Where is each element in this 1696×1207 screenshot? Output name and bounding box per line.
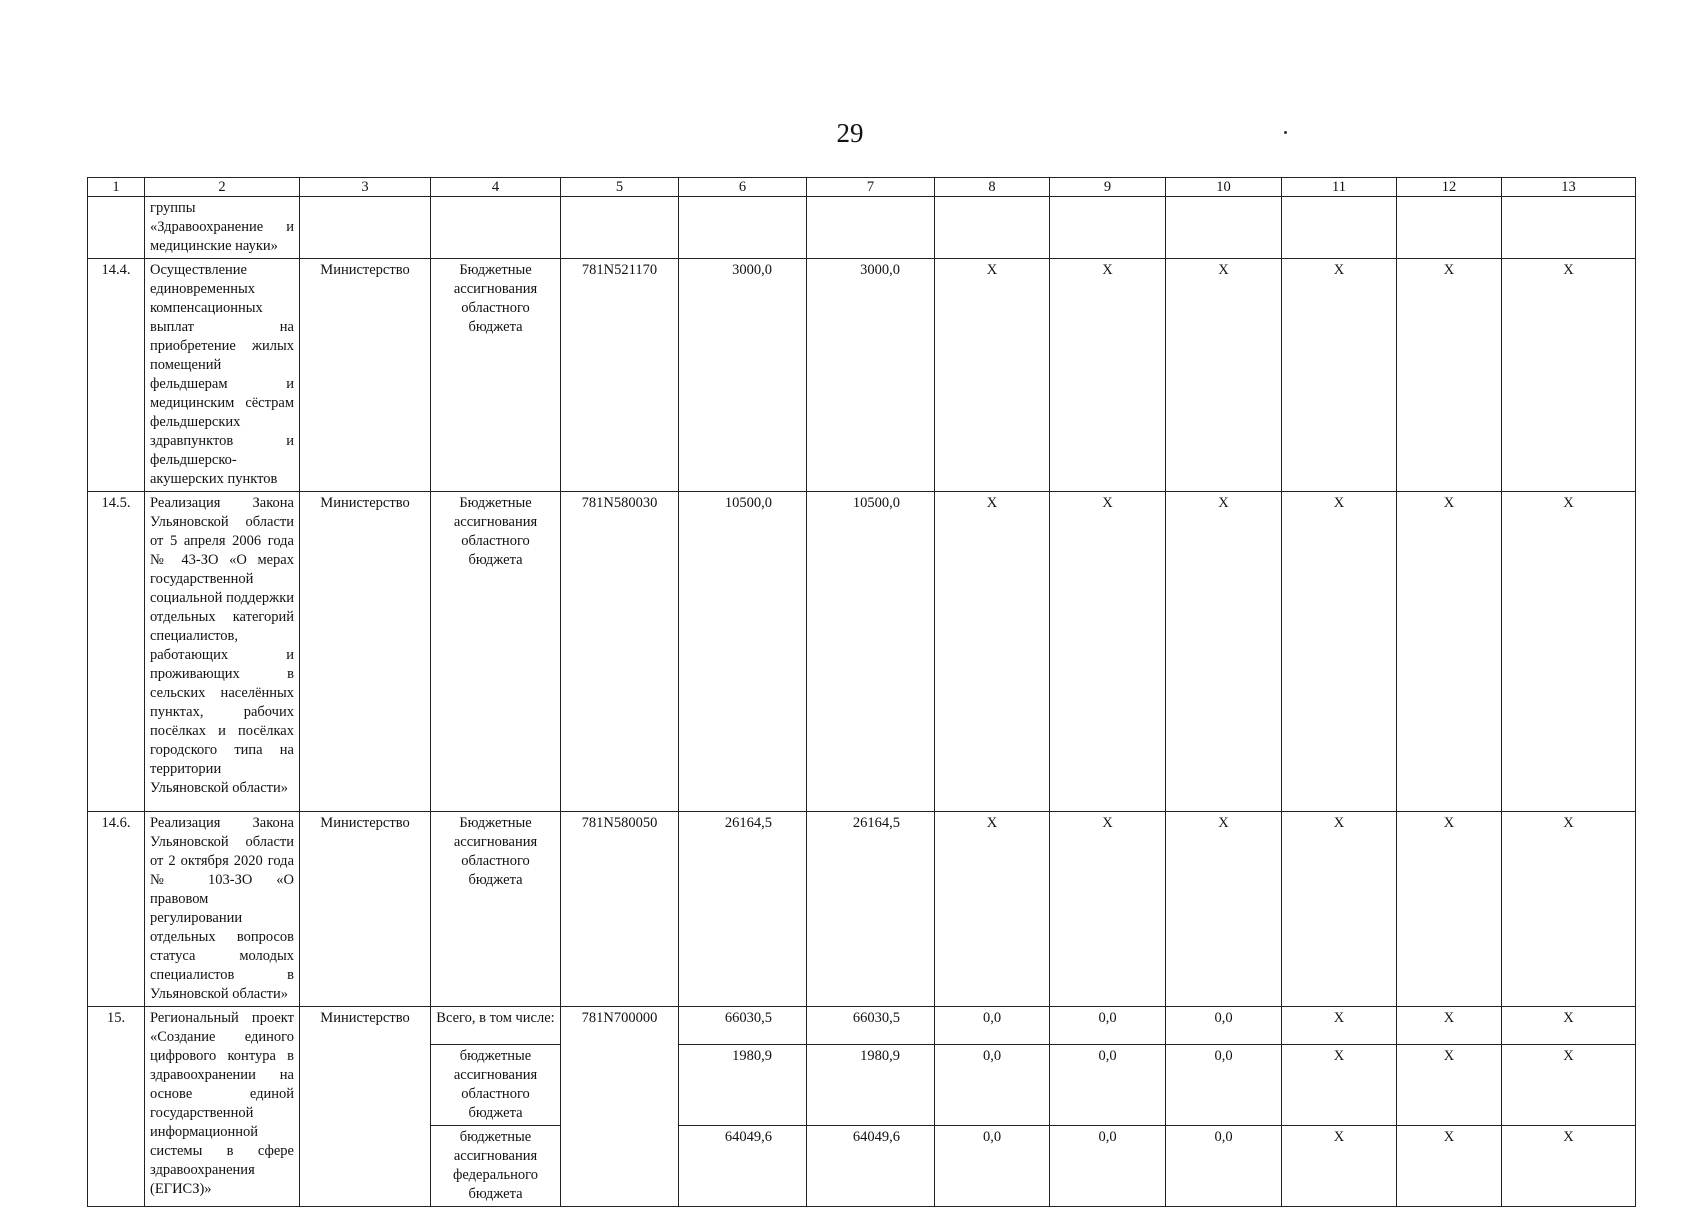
row-value-12: X [1397,1045,1502,1126]
row-value-13: X [1502,1007,1636,1045]
row-code: 781N700000 [561,1007,679,1207]
row-value-7: 10500,0 [807,492,935,812]
row-executor: Министерство [300,259,431,492]
row-value-11: X [1282,492,1397,812]
continuation-row [88,197,1636,259]
row-value-12: X [1397,259,1502,492]
row-executor: Министерство [300,812,431,1007]
row-value-8: 0,0 [935,1045,1050,1126]
row-value-8: 0,0 [935,1126,1050,1207]
row-value-9: X [1050,259,1166,492]
row-funding-source: бюджетные ассигнования областного бюджета [431,1045,561,1126]
column-number: 13 [1502,178,1636,197]
column-number: 8 [935,178,1050,197]
row-code: 781N580050 [561,812,679,1007]
row-value-13: X [1502,492,1636,812]
row-description: Реализация Закона Ульяновской области от 2 октября 2020 года № 103-ЗО «О правовом регулировании отдельных вопросов статуса молодых специалистов в Ульяновской области» [145,812,300,1007]
row-value-10: X [1166,259,1282,492]
row-number: 15. [88,1007,145,1207]
table-row [88,812,1636,1007]
row-funding-source: Бюджетные ассигнования областного бюджета [431,259,561,492]
row-description: группы «Здравоохранение и медицинские науки» [145,197,300,259]
row-value-7: 66030,5 [807,1007,935,1045]
row-funding-source: Бюджетные ассигнования областного бюджета [431,812,561,1007]
row-value-11: X [1282,812,1397,1007]
row-value-6: 64049,6 [679,1126,807,1207]
row-value-9: X [1050,812,1166,1007]
row-value-7: 26164,5 [807,812,935,1007]
row-value-10: 0,0 [1166,1045,1282,1126]
row-description: Осуществление единовременных компенсационных выплат на приобретение жилых помещений фельдшерам и медицинским сёстрам фельдшерских здравпунктов и фельдшерско-акушерских пунктов [145,259,300,492]
row-value-11: X [1282,1007,1397,1045]
row-value-12: X [1397,492,1502,812]
column-number: 11 [1282,178,1397,197]
row-value-6: 10500,0 [679,492,807,812]
row-value-10: 0,0 [1166,1007,1282,1045]
row-description: Реализация Закона Ульяновской области от 5 апреля 2006 года № 43-ЗО «О мерах государственной социальной поддержки отдельных категорий специалистов, работающих и проживающих в сельских населённых пунктах, рабочих посёлках и посёлках городского типа на территории Ульяновской области» [145,492,300,812]
scan-speck [1284,131,1287,134]
row-executor: Министерство [300,1007,431,1207]
row-value-11: X [1282,1126,1397,1207]
row-value-6: 26164,5 [679,812,807,1007]
row-executor: Министерство [300,492,431,812]
row-value-11: X [1282,1045,1397,1126]
project-row-total [88,1007,1636,1045]
row-value-8: X [935,812,1050,1007]
column-number: 2 [145,178,300,197]
column-number: 10 [1166,178,1282,197]
row-value-12: X [1397,1007,1502,1045]
table-row [88,492,1636,812]
row-value-12: X [1397,812,1502,1007]
column-number-row [88,178,1636,197]
row-value-10: X [1166,812,1282,1007]
row-value-8: X [935,259,1050,492]
row-value-13: X [1502,1126,1636,1207]
row-value-8: X [935,492,1050,812]
row-value-11: X [1282,259,1397,492]
row-value-7: 3000,0 [807,259,935,492]
row-funding-source: Бюджетные ассигнования областного бюджета [431,492,561,812]
row-value-6: 3000,0 [679,259,807,492]
row-value-10: X [1166,492,1282,812]
row-value-10: 0,0 [1166,1126,1282,1207]
row-number: 14.5. [88,492,145,812]
row-value-7: 1980,9 [807,1045,935,1126]
column-number: 12 [1397,178,1502,197]
column-number: 7 [807,178,935,197]
row-value-12: X [1397,1126,1502,1207]
column-number: 6 [679,178,807,197]
column-number: 1 [88,178,145,197]
budget-table [87,177,1636,1207]
row-value-6: 1980,9 [679,1045,807,1126]
row-value-13: X [1502,1045,1636,1126]
row-value-13: X [1502,259,1636,492]
row-value-9: 0,0 [1050,1007,1166,1045]
row-description: Региональный проект «Создание единого цифрового контура в здравоохранении на основе единой государственной информационной системы в сфере здравоохранения (ЕГИСЗ)» [145,1007,300,1207]
row-value-9: X [1050,492,1166,812]
column-number: 5 [561,178,679,197]
row-funding-source: бюджетные ассигнования федерального бюджета [431,1126,561,1207]
row-value-13: X [1502,812,1636,1007]
row-code: 781N580030 [561,492,679,812]
row-value-9: 0,0 [1050,1045,1166,1126]
column-number: 9 [1050,178,1166,197]
row-value-6: 66030,5 [679,1007,807,1045]
row-value-8: 0,0 [935,1007,1050,1045]
row-number: 14.4. [88,259,145,492]
row-code: 781N521170 [561,259,679,492]
row-value-7: 64049,6 [807,1126,935,1207]
row-value-9: 0,0 [1050,1126,1166,1207]
page-number: 29 [836,118,864,148]
table-row [88,259,1636,492]
row-number: 14.6. [88,812,145,1007]
column-number: 3 [300,178,431,197]
row-funding-source: Всего, в том числе: [431,1007,561,1045]
column-number: 4 [431,178,561,197]
